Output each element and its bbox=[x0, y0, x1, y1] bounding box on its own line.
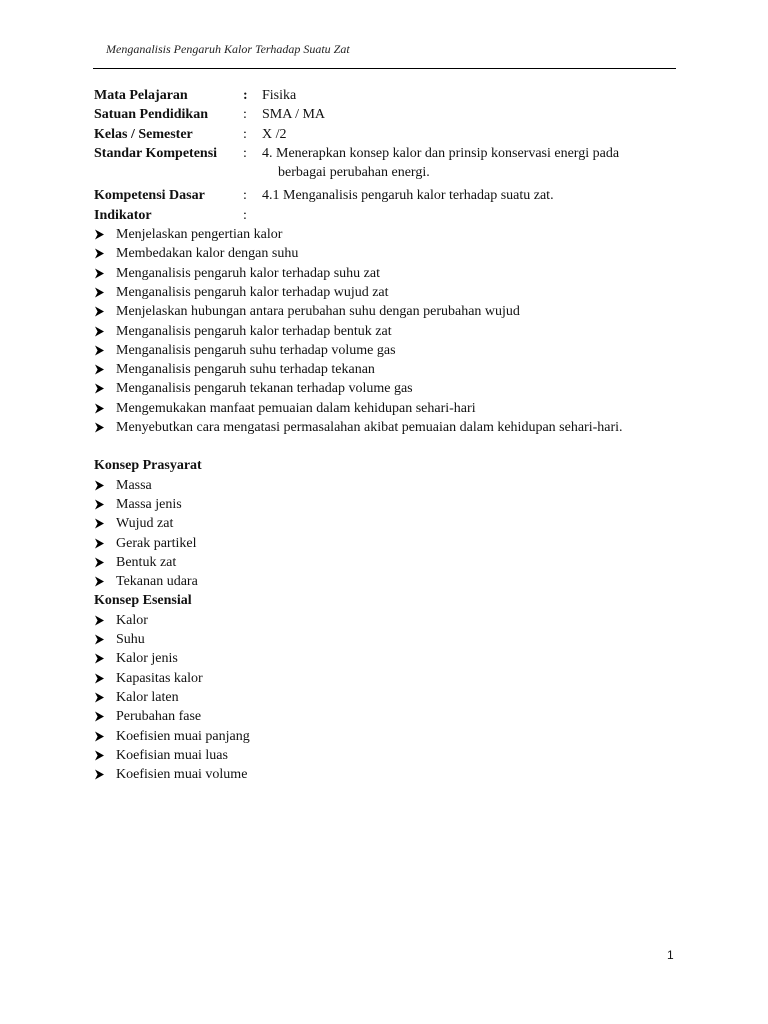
arrowhead-bullet-icon bbox=[94, 322, 116, 341]
row-indikator bbox=[94, 206, 676, 225]
arrowhead-bullet-icon bbox=[94, 283, 116, 302]
indikator-label: Indikator bbox=[94, 207, 152, 223]
arrowhead-bullet-icon bbox=[94, 611, 116, 630]
row-standar-kompetensi bbox=[94, 144, 676, 183]
list-item bbox=[94, 688, 676, 707]
arrowhead-bullet-icon bbox=[94, 727, 116, 746]
kelas-semester-label: Kelas / Semester bbox=[94, 126, 193, 142]
list-item bbox=[94, 765, 676, 784]
list-item-text: Tekanan udara bbox=[116, 574, 198, 590]
list-item-text: Menganalisis pengaruh kalor terhadap suhu zat bbox=[116, 265, 380, 281]
list-item bbox=[94, 476, 676, 495]
row-satuan-pendidikan bbox=[94, 105, 676, 124]
mata-pelajaran-value: Fisika bbox=[262, 88, 297, 103]
list-item bbox=[94, 399, 676, 418]
list-item bbox=[94, 322, 676, 341]
arrowhead-bullet-icon bbox=[94, 669, 116, 688]
arrowhead-bullet-icon bbox=[94, 649, 116, 668]
colon: : bbox=[243, 207, 247, 223]
arrowhead-bullet-icon bbox=[94, 476, 116, 495]
arrowhead-bullet-icon bbox=[94, 707, 116, 726]
list-item-text: Massa jenis bbox=[116, 496, 182, 512]
list-item bbox=[94, 379, 676, 398]
indikator-value bbox=[262, 206, 676, 225]
colon: : bbox=[243, 145, 247, 161]
arrowhead-bullet-icon bbox=[94, 514, 116, 533]
konsep-prasyarat-title: Konsep Prasyarat bbox=[94, 458, 202, 474]
konsep-esensial-title: Konsep Esensial bbox=[94, 593, 192, 609]
row-kompetensi-dasar bbox=[94, 186, 676, 205]
standar-kompetensi-line-1: 4. Menerapkan konsep kalor dan prinsip konservasi energi pada bbox=[262, 145, 620, 161]
mata-pelajaran-label: Mata Pelajaran bbox=[94, 88, 188, 103]
list-item bbox=[94, 649, 676, 668]
arrowhead-bullet-icon bbox=[94, 225, 116, 244]
list-item-text: Mengemukakan manfaat pemuaian dalam kehidupan sehari-hari bbox=[116, 400, 476, 416]
list-item-text: Menjelaskan pengertian kalor bbox=[116, 227, 283, 243]
list-item-text: Menganalisis pengaruh kalor terhadap bentuk zat bbox=[116, 323, 392, 339]
colon: : bbox=[243, 188, 247, 204]
kompetensi-dasar-value: 4.1 Menganalisis pengaruh kalor terhadap suatu zat. bbox=[262, 188, 554, 204]
list-item-text: Kalor bbox=[116, 612, 148, 628]
page-number: 1 bbox=[667, 948, 674, 962]
satuan-pendidikan-label: Satuan Pendidikan bbox=[94, 107, 208, 123]
list-item bbox=[94, 630, 676, 649]
list-item-text: Massa bbox=[116, 477, 152, 493]
list-item bbox=[94, 611, 676, 630]
standar-kompetensi-label: Standar Kompetensi bbox=[94, 145, 218, 161]
arrowhead-bullet-icon bbox=[94, 765, 116, 784]
konsep-esensial-list bbox=[94, 611, 676, 785]
arrowhead-bullet-icon bbox=[94, 630, 116, 649]
list-item bbox=[94, 341, 676, 360]
list-item bbox=[94, 669, 676, 688]
row-kelas-semester bbox=[94, 125, 676, 144]
list-item bbox=[94, 244, 676, 263]
list-item bbox=[94, 707, 676, 726]
arrowhead-bullet-icon bbox=[94, 399, 116, 418]
list-item-text: Bentuk zat bbox=[116, 554, 177, 570]
list-item-text: Menjelaskan hubungan antara perubahan suhu dengan perubahan wujud bbox=[116, 304, 520, 320]
running-header: Menganalisis Pengaruh Kalor Terhadap Suatu Zat bbox=[106, 42, 350, 56]
list-item bbox=[94, 283, 676, 302]
list-item bbox=[94, 746, 676, 765]
colon: : bbox=[243, 107, 247, 123]
arrowhead-bullet-icon bbox=[94, 379, 116, 398]
arrowhead-bullet-icon bbox=[94, 264, 116, 283]
arrowhead-bullet-icon bbox=[94, 341, 116, 360]
satuan-pendidikan-value: SMA / MA bbox=[262, 107, 326, 123]
list-item bbox=[94, 418, 676, 437]
list-item-text: Membedakan kalor dengan suhu bbox=[116, 246, 299, 262]
arrowhead-bullet-icon bbox=[94, 418, 116, 437]
list-item-text: Menyebutkan cara mengatasi permasalahan akibat pemuaian dalam kehidupan sehari-hari. bbox=[116, 420, 623, 436]
list-item-text: Perubahan fase bbox=[116, 709, 202, 725]
list-item bbox=[94, 727, 676, 746]
list-item bbox=[94, 495, 676, 514]
list-item bbox=[94, 514, 676, 533]
arrowhead-bullet-icon bbox=[94, 746, 116, 765]
indikator-list bbox=[94, 225, 676, 437]
arrowhead-bullet-icon bbox=[94, 553, 116, 572]
spacer bbox=[94, 437, 676, 456]
list-item-text: Menganalisis pengaruh tekanan terhadap volume gas bbox=[116, 381, 413, 397]
standar-kompetensi-value bbox=[262, 144, 676, 183]
list-item bbox=[94, 360, 676, 379]
list-item bbox=[94, 572, 676, 591]
colon: : bbox=[243, 88, 248, 103]
konsep-prasyarat-list bbox=[94, 476, 676, 592]
arrowhead-bullet-icon bbox=[94, 688, 116, 707]
list-item bbox=[94, 553, 676, 572]
header-rule bbox=[93, 68, 676, 69]
arrowhead-bullet-icon bbox=[94, 495, 116, 514]
arrowhead-bullet-icon bbox=[94, 302, 116, 321]
arrowhead-bullet-icon bbox=[94, 360, 116, 379]
list-item bbox=[94, 302, 676, 321]
standar-kompetensi-line-2: berbagai perubahan energi. bbox=[278, 165, 430, 181]
list-item-text: Koefisien muai volume bbox=[116, 767, 248, 783]
list-item-text: Gerak partikel bbox=[116, 535, 197, 551]
list-item bbox=[94, 534, 676, 553]
kelas-semester-value: X /2 bbox=[262, 126, 287, 142]
list-item-text: Wujud zat bbox=[116, 516, 174, 532]
list-item-text: Menganalisis pengaruh kalor terhadap wujud zat bbox=[116, 284, 389, 300]
list-item bbox=[94, 225, 676, 244]
list-item-text: Kapasitas kalor bbox=[116, 670, 203, 686]
kompetensi-dasar-label: Kompetensi Dasar bbox=[94, 188, 205, 204]
list-item-text: Kalor jenis bbox=[116, 651, 178, 667]
list-item bbox=[94, 264, 676, 283]
row-mata-pelajaran bbox=[94, 86, 676, 105]
arrowhead-bullet-icon bbox=[94, 244, 116, 263]
arrowhead-bullet-icon bbox=[94, 572, 116, 591]
colon: : bbox=[243, 126, 247, 142]
arrowhead-bullet-icon bbox=[94, 534, 116, 553]
list-item-text: Menganalisis pengaruh suhu terhadap tekanan bbox=[116, 362, 375, 378]
document-body bbox=[94, 86, 676, 784]
list-item-text: Kalor laten bbox=[116, 689, 179, 705]
list-item-text: Menganalisis pengaruh suhu terhadap volume gas bbox=[116, 342, 396, 358]
list-item-text: Koefisian muai luas bbox=[116, 747, 228, 763]
list-item-text: Suhu bbox=[116, 632, 145, 648]
list-item-text: Koefisien muai panjang bbox=[116, 728, 250, 744]
